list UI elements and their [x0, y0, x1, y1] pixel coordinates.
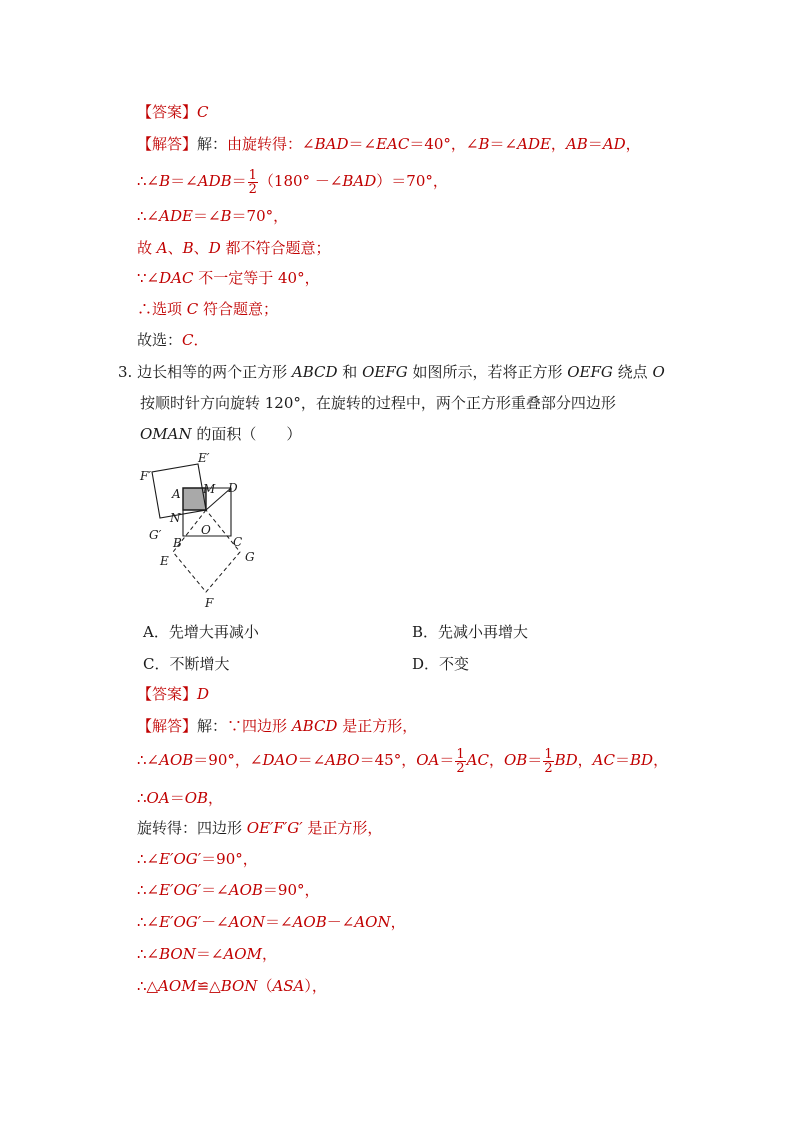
q3-solution-line-3: ∴OA＝OB， — [137, 789, 224, 807]
option-d: D．不变 — [412, 655, 470, 673]
label-f-prime: F′ — [140, 469, 152, 483]
label-m: M — [203, 482, 216, 496]
label-n: N — [170, 511, 181, 525]
q3-solution-line-9: ∴△AOM≌△BON（ASA）， — [137, 977, 327, 995]
answer-tag: 【答案】 — [137, 103, 198, 121]
q3-stem-line-2: 按顺时针方向旋转 120°，在旋转的过程中，两个正方形重叠部分四边形 — [140, 394, 616, 412]
geometry-figure — [135, 452, 265, 612]
label-g: G — [245, 550, 255, 564]
label-e: E — [160, 554, 169, 568]
answer-value: D — [197, 685, 210, 703]
q3-solution-line-1: 【解答】解：∵四边形 ABCD 是正方形， — [137, 717, 418, 735]
label-a: A — [172, 487, 181, 501]
q3-stem-line-1: 3. 边长相等的两个正方形 ABCD 和 OEFG 如图所示，若将正方形 OEFG 绕点 O — [118, 363, 665, 381]
label-e-prime: E′ — [198, 452, 210, 465]
option-c: C．不断增大 — [143, 655, 230, 673]
q3-solution-line-6: ∴∠E′OG′＝∠AOB＝90°， — [137, 881, 320, 899]
q2-solution-line-3: ∴∠ADE＝∠B＝70°， — [137, 207, 289, 225]
label-o: O — [201, 523, 211, 537]
q2-solution-line-7: 故选：C． — [137, 331, 209, 349]
label-c: C — [233, 535, 243, 549]
q3-solution-line-7: ∴∠E′OG′－∠AON＝∠AOB－∠AON， — [137, 913, 406, 931]
label-g-prime: G′ — [149, 528, 162, 542]
q3-solution-line-8: ∴∠BON＝∠AOM， — [137, 945, 277, 963]
q3-solution-line-4: 旋转得：四边形 OE′F′G′ 是正方形， — [137, 819, 383, 837]
q2-solution-line-2: ∴∠B＝∠ADB＝ $\frac{1}{2}$ （180° －∠BAD）＝70°， — [137, 167, 448, 197]
q2-solution-line-1: 【解答】解：由旋转得：∠BAD＝∠EAC＝40°，∠B＝∠ADE，AB＝AD， — [137, 135, 641, 153]
label-b: B — [173, 536, 182, 550]
q3-solution-line-5: ∴∠E′OG′＝90°， — [137, 850, 258, 868]
solution-tag: 【解答】 — [137, 717, 198, 735]
fraction-one-half: $\frac{1}{2}$ — [248, 167, 257, 197]
option-b: B．先减小再增大 — [412, 623, 529, 641]
option-a: A．先增大再减小 — [143, 623, 259, 641]
label-d: D — [228, 481, 238, 495]
label-f: F — [205, 596, 214, 610]
solution-tag: 【解答】 — [137, 135, 198, 153]
fraction-one-half: $\frac{1}{2}$ — [456, 746, 465, 776]
q2-solution-line-5: ∵∠DAC 不一定等于 40°， — [137, 269, 320, 287]
answer-tag: 【答案】 — [137, 685, 198, 703]
q2-solution-line-6: ∴选项 C 符合题意； — [137, 300, 279, 318]
q3-solution-line-2: ∴∠AOB＝90°，∠DAO＝∠ABO＝45°，OA＝ $\frac{1}{2}$ AC，OB＝ $\frac{1}{2}$ BD，AC＝BD， — [137, 746, 669, 776]
question-number: 3. — [118, 363, 133, 381]
q2-solution-line-4: 故 A、B、D 都不符合题意； — [137, 239, 331, 257]
q2-answer-line — [137, 102, 209, 122]
q3-answer-line — [137, 684, 209, 704]
fraction-one-half: $\frac{1}{2}$ — [544, 746, 553, 776]
q3-stem-line-3: OMAN 的面积（ ） — [140, 425, 302, 443]
answer-value: C — [197, 103, 209, 121]
